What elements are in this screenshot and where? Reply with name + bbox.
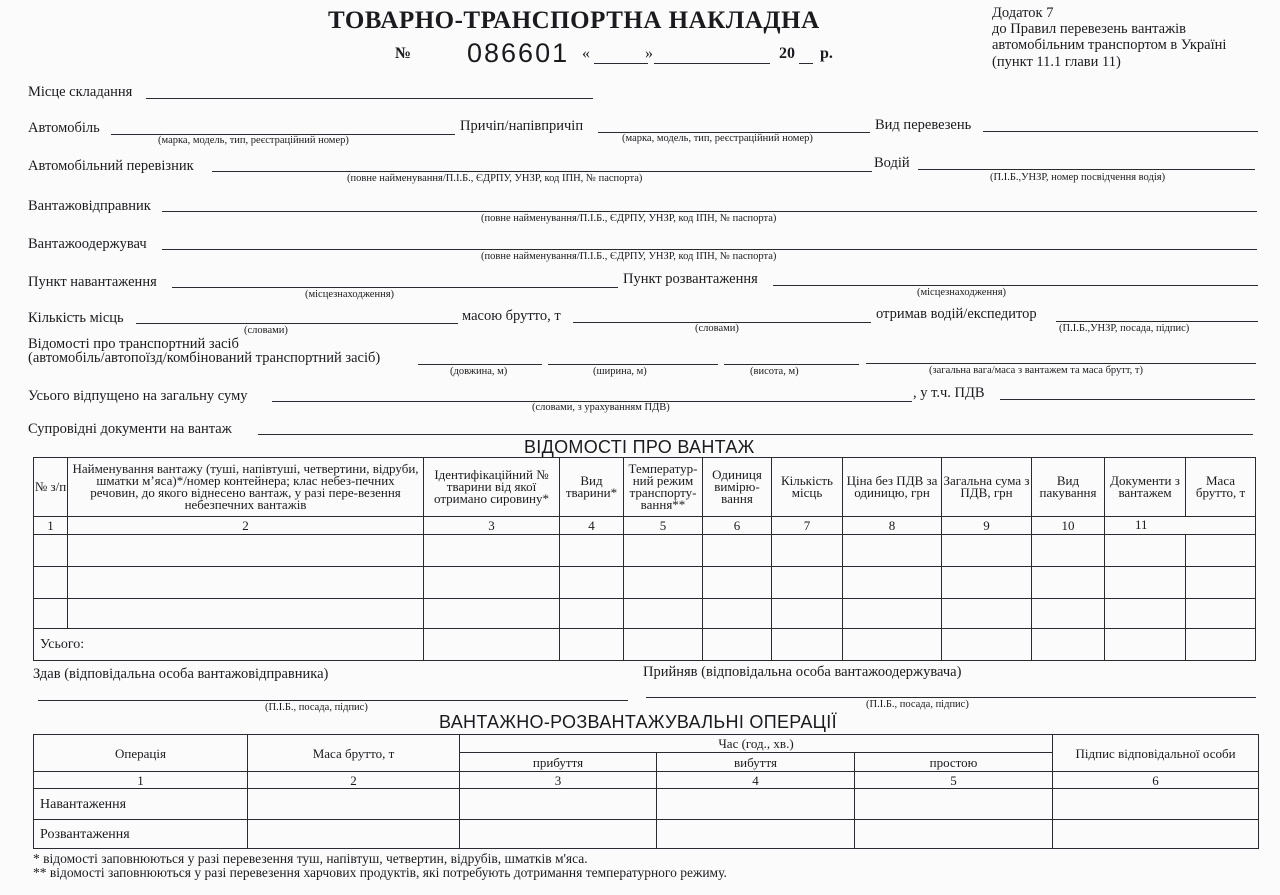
- loading-point-label: Пункт навантаження: [28, 274, 157, 290]
- driver-label: Водій: [874, 155, 910, 171]
- cargo-col-unit: Одиниця вимірю-вання: [703, 458, 772, 517]
- place-field[interactable]: [146, 98, 593, 99]
- table-row[interactable]: [34, 567, 1256, 599]
- received-by-label: отримав водій/експедитор: [876, 306, 1037, 322]
- cargo-num-1: 1: [34, 517, 68, 535]
- cargo-total-label: Усього:: [34, 629, 424, 661]
- op-col-idle: простою: [855, 753, 1053, 772]
- unloading-point-field[interactable]: [773, 285, 1258, 286]
- car-hint: (марка, модель, тип, реєстраційний номер): [158, 135, 349, 146]
- cargo-col-animal-id: Ідентифікаційний № тварини від якої отримано сировину*: [424, 458, 560, 517]
- op-col-time: Час (год., хв.): [460, 735, 1053, 753]
- shipper-field[interactable]: [162, 211, 1257, 212]
- place-label: Місце складання: [28, 84, 133, 100]
- received-hint: (П.І.Б.,УНЗР, посада, підпис): [1059, 323, 1190, 334]
- documents-field[interactable]: [258, 434, 1253, 435]
- cargo-num-9: 9: [942, 517, 1032, 535]
- operations-row-loading[interactable]: [34, 789, 1259, 820]
- cargo-col-price: Ціна без ПДВ за одиницю, грн: [843, 458, 942, 517]
- date-day-field[interactable]: [594, 63, 648, 64]
- gross-mass-label: масою брутто, т: [462, 308, 561, 324]
- op-col-operation: Операція: [34, 735, 248, 772]
- cargo-col-documents: Документи з вантажем: [1105, 458, 1186, 517]
- footnote-1: * відомості заповнюються у разі перевезення туш, напівтуш, четвертин, відрубів, шматків м'яса.: [33, 851, 588, 866]
- cargo-total-row[interactable]: [34, 629, 1256, 661]
- op-num-2: 2: [248, 772, 460, 789]
- vehicle-width-field[interactable]: [548, 364, 718, 365]
- total-released-label: Усього відпущено на загальну суму: [28, 388, 248, 404]
- cargo-col-gross-mass: Маса брутто, т: [1186, 458, 1256, 517]
- places-count-field[interactable]: [136, 323, 458, 324]
- op-col-arrival: прибуття: [460, 753, 657, 772]
- operations-header-row-1: [34, 735, 1259, 753]
- cargo-num-6: 6: [703, 517, 772, 535]
- driver-field[interactable]: [918, 169, 1255, 170]
- cargo-num-2: 2: [68, 517, 424, 535]
- places-hint: (словами): [244, 325, 288, 336]
- date-open-quote: «: [582, 45, 590, 62]
- op-num-5: 5: [855, 772, 1053, 789]
- vehicle-height-field[interactable]: [724, 364, 859, 365]
- date-close-quote: »: [645, 45, 653, 62]
- appendix-line-3: автомобільним транспортом в Україні: [992, 37, 1227, 53]
- loading-hint: (місцезнаходження): [305, 289, 395, 300]
- consignee-field[interactable]: [162, 249, 1257, 250]
- cargo-col-packaging: Вид пакування: [1032, 458, 1105, 517]
- shipper-hint: (повне найменування/П.І.Б., ЄДРПУ, УНЗР, код ІПН, № паспорта): [481, 213, 777, 224]
- op-row-loading-label: Навантаження: [34, 789, 248, 820]
- trailer-hint: (марка, модель, тип, реєстраційний номер): [622, 133, 813, 144]
- year-suffix: р.: [820, 45, 833, 62]
- height-hint: (висота, м): [750, 366, 799, 377]
- cargo-num-4: 4: [560, 517, 624, 535]
- footnote-2: ** відомості заповнюються у разі перевезення харчових продуктів, які потребують дотримання температурного режиму.: [33, 865, 727, 880]
- operations-table: [33, 734, 1259, 849]
- carrier-hint: (повне найменування/П.І.Б., ЄДРПУ, УНЗР, код ІПН, № паспорта): [347, 173, 643, 184]
- number-label: №: [395, 45, 412, 62]
- document-number: 086601: [467, 38, 570, 68]
- unloading-point-label: Пункт розвантаження: [623, 271, 758, 287]
- carrier-field[interactable]: [212, 171, 872, 172]
- gross-hint: (словами): [695, 323, 739, 334]
- cargo-num-11: 11: [1135, 517, 1148, 532]
- driver-hint: (П.І.Б.,УНЗР, номер посвідчення водія): [990, 172, 1166, 183]
- appendix-line-4: (пункт 11.1 глави 11): [992, 54, 1121, 70]
- year-prefix: 20: [779, 45, 795, 62]
- op-num-3: 3: [460, 772, 657, 789]
- documents-label: Супровідні документи на вантаж: [28, 421, 232, 437]
- appendix-line-2: до Правил перевезень вантажів: [992, 21, 1186, 37]
- width-hint: (ширина, м): [593, 366, 647, 377]
- transport-type-field[interactable]: [983, 131, 1258, 132]
- appendix-line-1: Додаток 7: [992, 5, 1054, 21]
- cargo-col-number: № з/п: [34, 458, 68, 517]
- date-month-field[interactable]: [654, 63, 770, 64]
- consignee-label: Вантажоодержувач: [28, 236, 147, 252]
- shipper-label: Вантажовідправник: [28, 198, 151, 214]
- accepted-hint: (П.І.Б., посада, підпис): [866, 699, 969, 710]
- trailer-label: Причіп/напівпричіп: [460, 118, 584, 134]
- cargo-col-places: Кількість місць: [772, 458, 843, 517]
- cargo-col-name: Найменування вантажу (туші, напівтуші, четвертини, відруби, шматки м’яса)*/номер контейнера; клас небез-печних речовин, до якого віднесено вантаж, у разі пере-везення небезпечних вантажів: [68, 458, 424, 517]
- loading-point-field[interactable]: [172, 287, 618, 288]
- cargo-num-7: 7: [772, 517, 843, 535]
- cargo-table: [33, 457, 1256, 661]
- transport-type-label: Вид перевезень: [875, 117, 972, 133]
- cargo-col-total-sum: Загальна сума з ПДВ, грн: [942, 458, 1032, 517]
- cargo-header-row: [34, 458, 1256, 517]
- date-year-field[interactable]: [799, 63, 813, 64]
- cargo-col-temperature: Температур-ний режим транспорту-вання**: [624, 458, 703, 517]
- accepted-signature-field[interactable]: [646, 697, 1256, 698]
- cargo-num-10: 10: [1032, 517, 1105, 535]
- vehicle-info-label-2: (автомобіль/автопоїзд/комбінований транспортний засіб): [28, 350, 381, 366]
- op-num-4: 4: [657, 772, 855, 789]
- unloading-hint: (місцезнаходження): [917, 287, 1007, 298]
- cargo-num-5: 5: [624, 517, 703, 535]
- received-by-field[interactable]: [1056, 321, 1258, 322]
- document-title: ТОВАРНО-ТРАНСПОРТНА НАКЛАДНА: [328, 7, 820, 34]
- places-count-label: Кількість місць: [28, 310, 124, 326]
- handed-hint: (П.І.Б., посада, підпис): [265, 702, 368, 713]
- op-col-departure: вибуття: [657, 753, 855, 772]
- table-row[interactable]: [34, 599, 1256, 629]
- vat-field[interactable]: [1000, 399, 1255, 400]
- total-hint: (словами, з урахуванням ПДВ): [532, 402, 670, 413]
- vat-label: , у т.ч. ПДВ: [913, 385, 985, 401]
- operations-row-unloading[interactable]: [34, 820, 1259, 849]
- vehicle-info-label-1: Відомості про транспортний засіб: [28, 336, 239, 352]
- consignee-hint: (повне найменування/П.І.Б., ЄДРПУ, УНЗР, код ІПН, № паспорта): [481, 251, 777, 262]
- car-label: Автомобіль: [28, 120, 100, 136]
- operations-numbers-row: [34, 772, 1259, 789]
- op-col-mass: Маса брутто, т: [248, 735, 460, 772]
- op-num-6: 6: [1053, 772, 1259, 789]
- cargo-col-animal-type: Вид тварини*: [560, 458, 624, 517]
- cargo-num-3: 3: [424, 517, 560, 535]
- op-row-unloading-label: Розвантаження: [34, 820, 248, 849]
- cargo-num-8: 8: [843, 517, 942, 535]
- operations-heading: ВАНТАЖНО-РОЗВАНТАЖУВАЛЬНІ ОПЕРАЦІЇ: [439, 712, 837, 732]
- cargo-heading: ВІДОМОСТІ ПРО ВАНТАЖ: [524, 437, 755, 457]
- table-row[interactable]: [34, 535, 1256, 567]
- length-hint: (довжина, м): [450, 366, 508, 377]
- vehicle-length-field[interactable]: [418, 364, 542, 365]
- cargo-num-10-11: [1105, 517, 1256, 535]
- handed-signature-field[interactable]: [38, 700, 628, 701]
- op-num-1: 1: [34, 772, 248, 789]
- weight-hint: (загальна вага/маса з вантажем та маса брутт, т): [929, 365, 1143, 376]
- cargo-numbers-row: [34, 517, 1256, 535]
- accepted-label: Прийняв (відповідальна особа вантажоодержувача): [643, 664, 962, 680]
- carrier-label: Автомобільний перевізник: [28, 158, 194, 174]
- vehicle-weight-field[interactable]: [866, 363, 1256, 364]
- handed-label: Здав (відповідальна особа вантажовідправника): [33, 666, 329, 682]
- op-col-signature: Підпис відповідальної особи: [1053, 735, 1259, 772]
